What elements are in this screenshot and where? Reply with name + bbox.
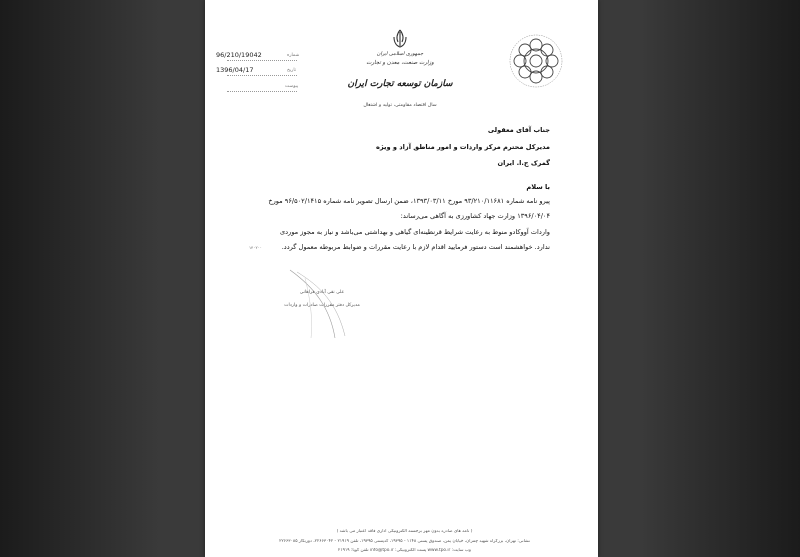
paragraph-2-line-1: واردات آووکادو منوط به رعایت شرایط قرنطینه‌ای گیاهی و بهداشتی می‌باشد و نیاز به مجوز موردی xyxy=(279,228,550,236)
letter-number: 96/210/19042 xyxy=(216,51,262,59)
footer-address: نشانی: تهران، بزرگراه شهید چمران، خیابان یمن، صندوق پستی ۱۱۴۸ - ۱۹۳۹۵، کدپستی ۱۹۳۹۵، تلفن ۲۱۹۱۹ - ۲۲۶۶۳۰۴۲، دورنگار ۲۲۶۶۳۰۸۵ xyxy=(279,539,530,544)
signatory-name: علی نقی آبادی فراهانی xyxy=(299,290,345,295)
addressee-name: جناب آقای معقولی xyxy=(487,126,550,134)
year-slogan: سال اقتصاد مقاومتی، تولید و اشتغال xyxy=(363,103,437,108)
footer-note: ( نامه های صادره بدون مهر برجسته الکترونیکی اداری فاقد اعتبار می باشد ) xyxy=(336,529,473,534)
paragraph-1-line-2: ۱۳۹۶/۰۴/۰۴ وزارت جهاد کشاورزی به آگاهی می‌رساند: xyxy=(400,212,550,220)
number-underline xyxy=(227,60,297,61)
handwritten-note: ۱۴۰۲۰۰ xyxy=(249,245,262,250)
paragraph-2-line-2: ندارد. خواهشمند است دستور فرمایید اقدام لازم با رعایت مقررات و ضوابط مربوطه معمول گردد. xyxy=(281,243,550,251)
date-underline xyxy=(227,75,297,76)
addressee-org: گمرک ج.ا. ایران xyxy=(497,159,550,167)
paragraph-1-line-1: پیرو نامه شماره ۹۳/۲۱۰/۱۱۶۸۱ مورخ ۱۳۹۳/۰۳/۱۱، ضمن ارسال تصویر نامه شماره ۹۶/۵۰۲/۱۴۱۵ مورخ xyxy=(268,197,550,205)
signatory-title: مدیرکل دفتر مقررات صادرات و واردات xyxy=(284,303,360,308)
number-label: شماره xyxy=(287,53,300,58)
iran-emblem-icon xyxy=(390,28,410,50)
attachment-underline xyxy=(227,91,297,92)
greeting: با سلام xyxy=(526,183,550,191)
letter-page xyxy=(205,0,598,557)
letter-date: 1396/04/17 xyxy=(216,66,254,74)
addressee-title: مدیرکل محترم مرکز واردات و امور مناطق آزاد و ویژه xyxy=(376,143,550,151)
footer-web: وب سایت: www.tpo.ir پست الکترونیکی: info@tpo.ir تلفن گویا: ۲۱۹۱۹ xyxy=(338,548,471,553)
organization-name: سازمان توسعه تجارت ایران xyxy=(347,79,453,89)
country-name: جمهوری اسلامی ایران xyxy=(376,51,424,57)
attachment-label: پیوست xyxy=(285,84,299,89)
ministry-name: وزارت صنعت، معدن و تجارت xyxy=(366,60,434,66)
date-label: تاریخ xyxy=(287,68,296,73)
tpo-logo-icon xyxy=(508,33,564,89)
